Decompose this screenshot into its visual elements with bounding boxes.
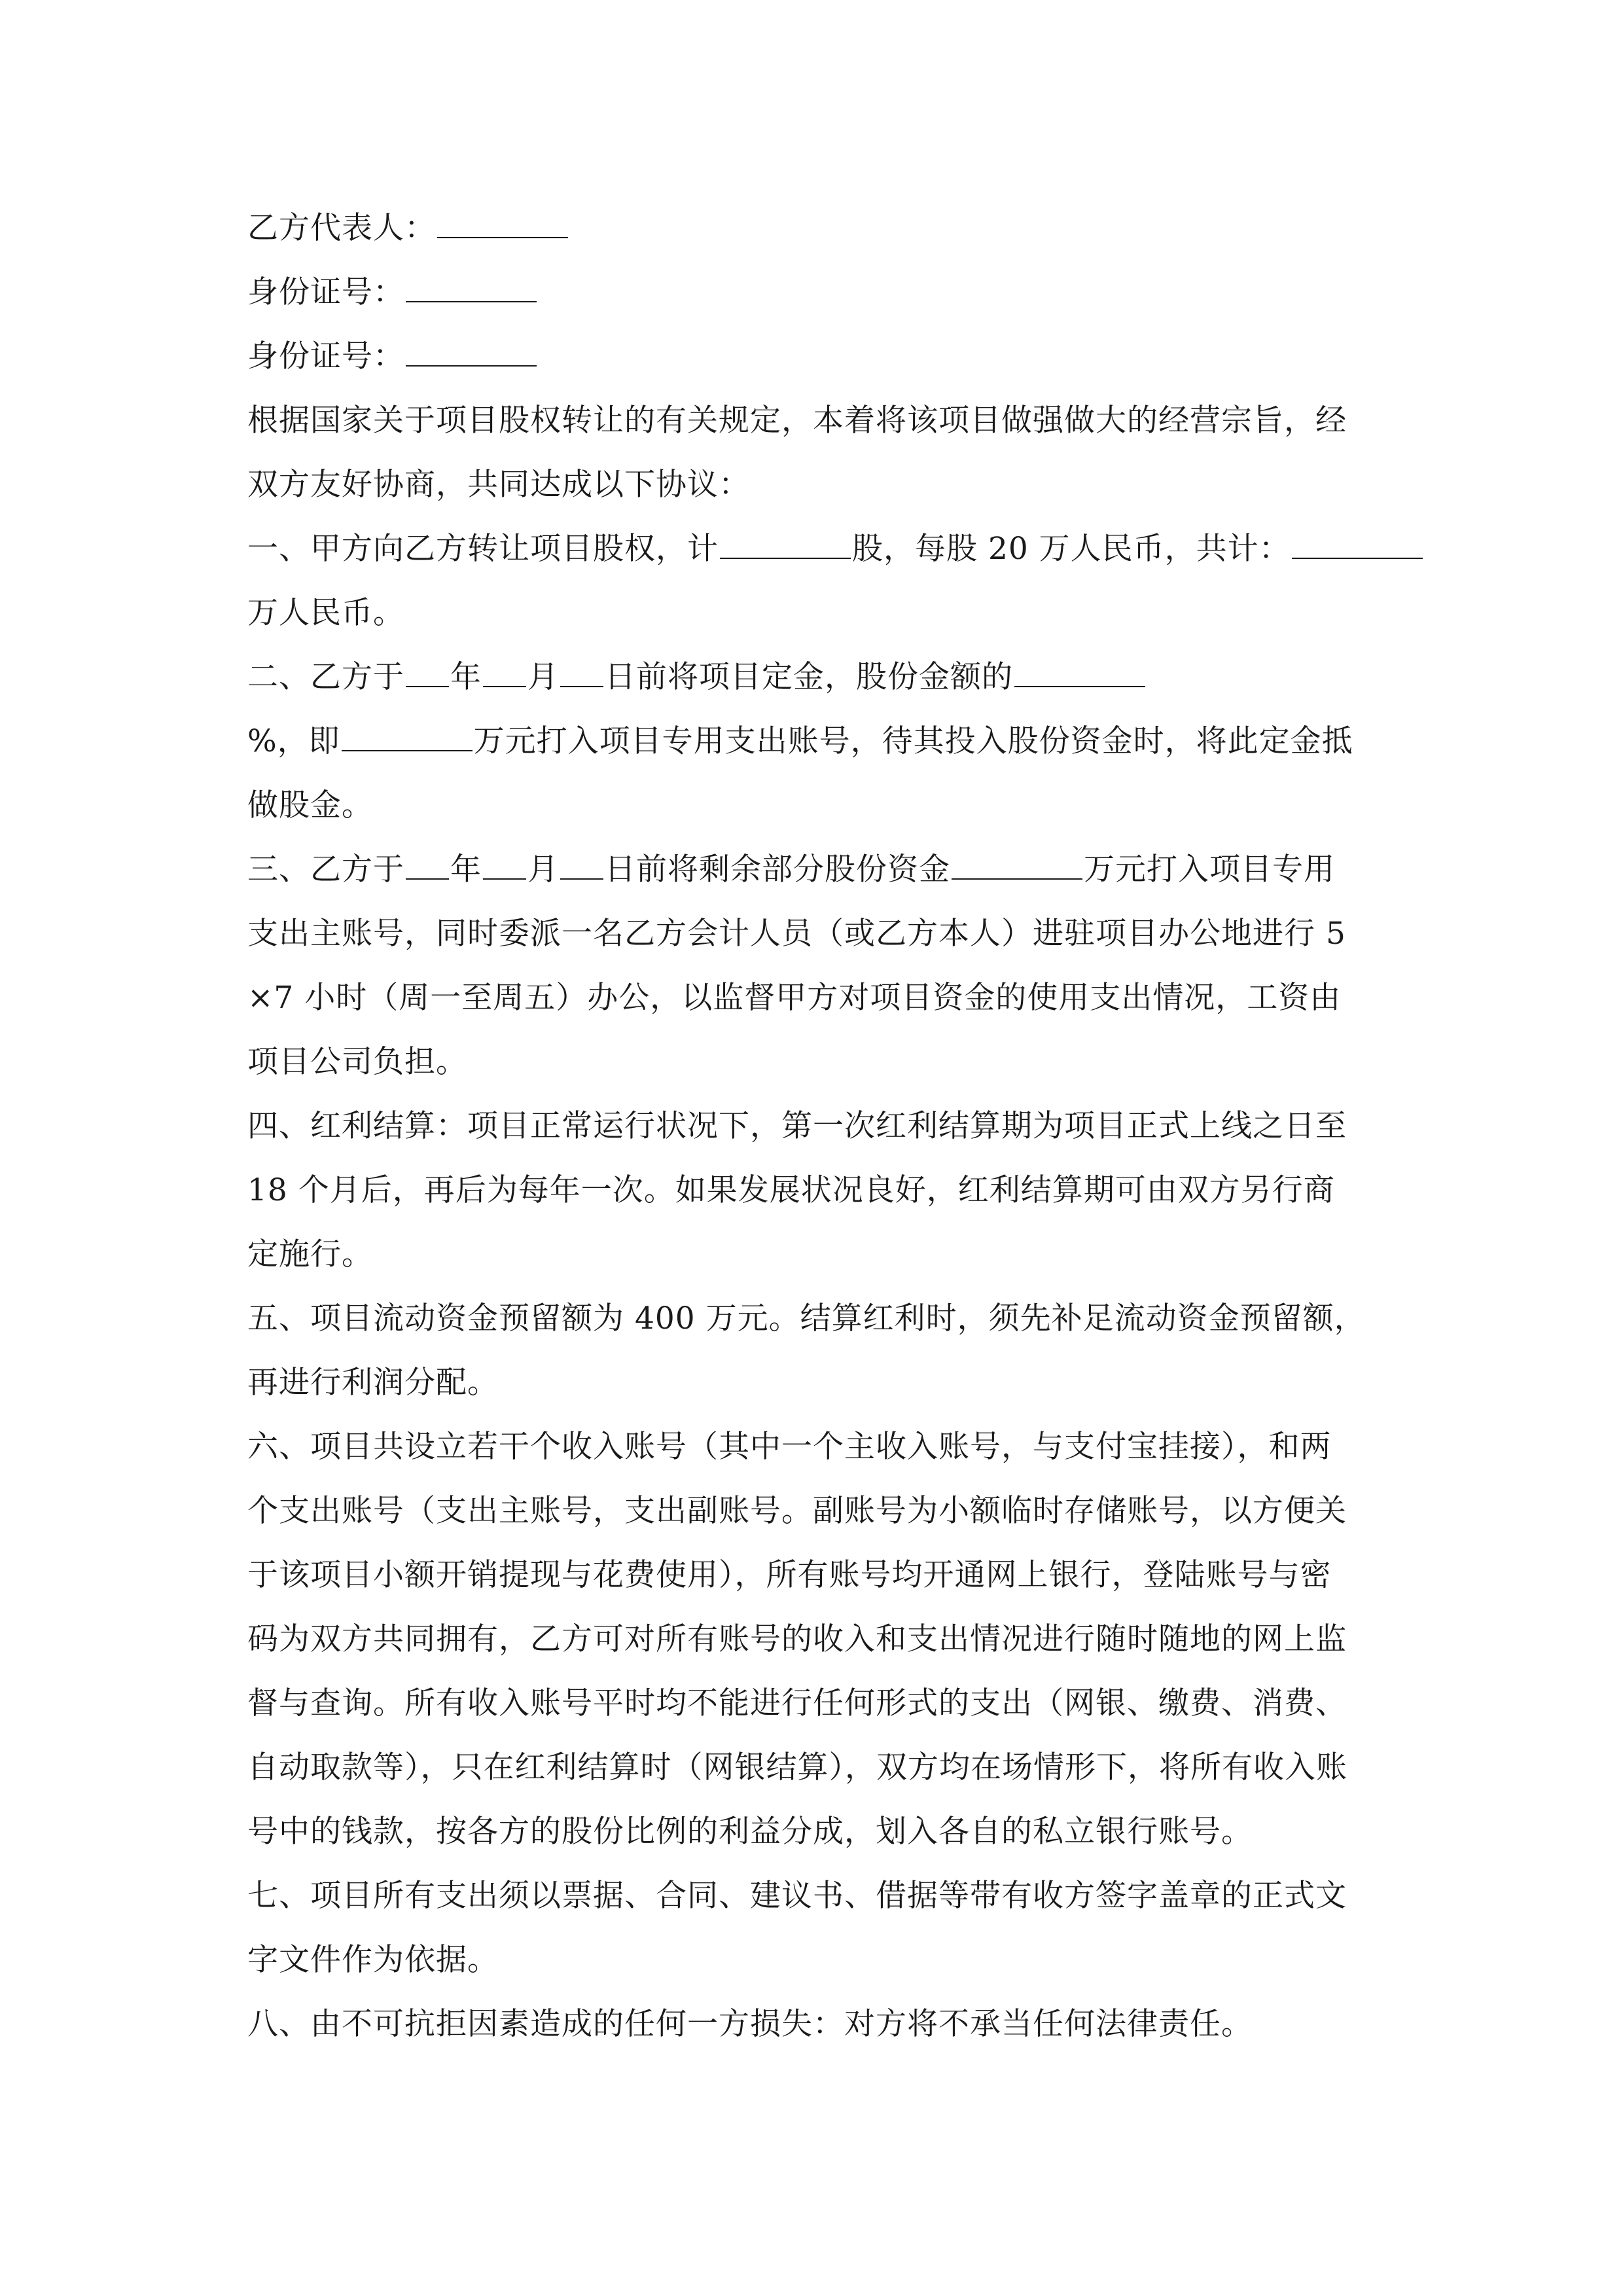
clause-2-line: 做股金。 (247, 787, 373, 823)
fill-blank (342, 721, 473, 751)
fill-blank (406, 336, 537, 367)
clause-text: 年 (450, 659, 482, 695)
clause-3-line (247, 838, 1399, 902)
clause-6-line: 自动取款等），只在红利结算时（网银结算），双方均在场情形下，将所有收入账 (247, 1749, 1347, 1785)
clause-text: 一、甲方向乙方转让项目股权，计 (247, 531, 719, 567)
clause-1-line (247, 517, 1399, 581)
clause-text: 月 (527, 852, 559, 888)
clause-6-line: 码为双方共同拥有，乙方可对所有账号的收入和支出情况进行随时随地的网上监 (247, 1621, 1347, 1657)
clause-3-line: ×7 小时（周一至周五）办公，以监督甲方对项目资金的使用支出情况，工资由 (247, 980, 1342, 1016)
clause-3-line: 支出主账号，同时委派一名乙方会计人员（或乙方本人）进驻项目办公地进行 5 (247, 916, 1346, 952)
clause-4-line: 四、红利结算：项目正常运行状况下，第一次红利结算期为项目正式上线之日至 (247, 1108, 1347, 1144)
document-body (247, 196, 1399, 2056)
intro-line: 根据国家关于项目股权转让的有关规定，本着将该项目做强做大的经营宗旨，经 (247, 403, 1347, 439)
clause-6-line: 个支出账号（支出主账号，支出副账号。副账号为小额临时存储账号，以方便关 (247, 1493, 1347, 1529)
fill-blank (483, 850, 526, 880)
clause-text: 月 (527, 659, 559, 695)
clause-5-line: 五、项目流动资金预留额为 400 万元。结算红利时，须先补足流动资金预留额， (247, 1300, 1366, 1336)
clause-text: 万元打入项目专用支出账号，待其投入股份资金时，将此定金抵 (473, 723, 1353, 759)
clause-3-line: 项目公司负担。 (247, 1044, 467, 1080)
clause-text: 万元打入项目专用 (1084, 852, 1335, 888)
fill-blank (720, 529, 851, 559)
clause-6-line: 六、项目共设立若干个收入账号（其中一个主收入账号，与支付宝挂接），和两 (247, 1429, 1332, 1465)
party-b-representative-line (247, 196, 1399, 260)
clause-2-line (247, 709, 1399, 774)
fill-blank (406, 850, 449, 880)
clause-text: 日前将项目定金，股份金额的 (605, 659, 1013, 695)
clause-5-line: 再进行利润分配。 (247, 1365, 499, 1401)
fill-blank (406, 657, 449, 687)
field-label: 身份证号： (247, 274, 404, 310)
clause-6-line: 于该项目小额开销提现与花费使用），所有账号均开通网上银行，登陆账号与密 (247, 1557, 1332, 1593)
clause-4-line: 18 个月后，再后为每年一次。如果发展状况良好，红利结算期可由双方另行商 (247, 1172, 1335, 1208)
field-label: 身份证号： (247, 338, 404, 374)
clause-text: %，即 (247, 723, 340, 759)
fill-blank (437, 208, 568, 238)
clause-7-line: 字文件作为依据。 (247, 1942, 499, 1978)
id-number-line (247, 325, 1399, 389)
fill-blank (483, 657, 526, 687)
fill-blank (952, 850, 1082, 880)
field-label: 乙方代表人： (247, 210, 436, 246)
clause-1-line: 万人民币。 (247, 595, 404, 631)
intro-line: 双方友好协商，共同达成以下协议： (247, 467, 750, 503)
id-number-line (247, 260, 1399, 325)
clause-4-line: 定施行。 (247, 1236, 373, 1272)
clause-text: 三、乙方于 (247, 852, 404, 888)
clause-8-line: 八、由不可抗拒因素造成的任何一方损失：对方将不承当任何法律责任。 (247, 2006, 1253, 2042)
clause-text: 年 (450, 852, 482, 888)
fill-blank (560, 850, 603, 880)
clause-text: 日前将剩余部分股份资金 (605, 852, 950, 888)
clause-2-line (247, 645, 1399, 709)
clause-text: 二、乙方于 (247, 659, 404, 695)
clause-7-line: 七、项目所有支出须以票据、合同、建议书、借据等带有收方签字盖章的正式文 (247, 1878, 1347, 1914)
clause-6-line: 号中的钱款，按各方的股份比例的利益分成，划入各自的私立银行账号。 (247, 1814, 1253, 1850)
clause-6-line: 督与查询。所有收入账号平时均不能进行任何形式的支出（网银、缴费、消费、 (247, 1685, 1347, 1721)
fill-blank (406, 272, 537, 302)
fill-blank (1292, 529, 1423, 559)
fill-blank (1014, 657, 1145, 687)
clause-text: 股，每股 20 万人民币，共计： (852, 531, 1291, 567)
fill-blank (560, 657, 603, 687)
